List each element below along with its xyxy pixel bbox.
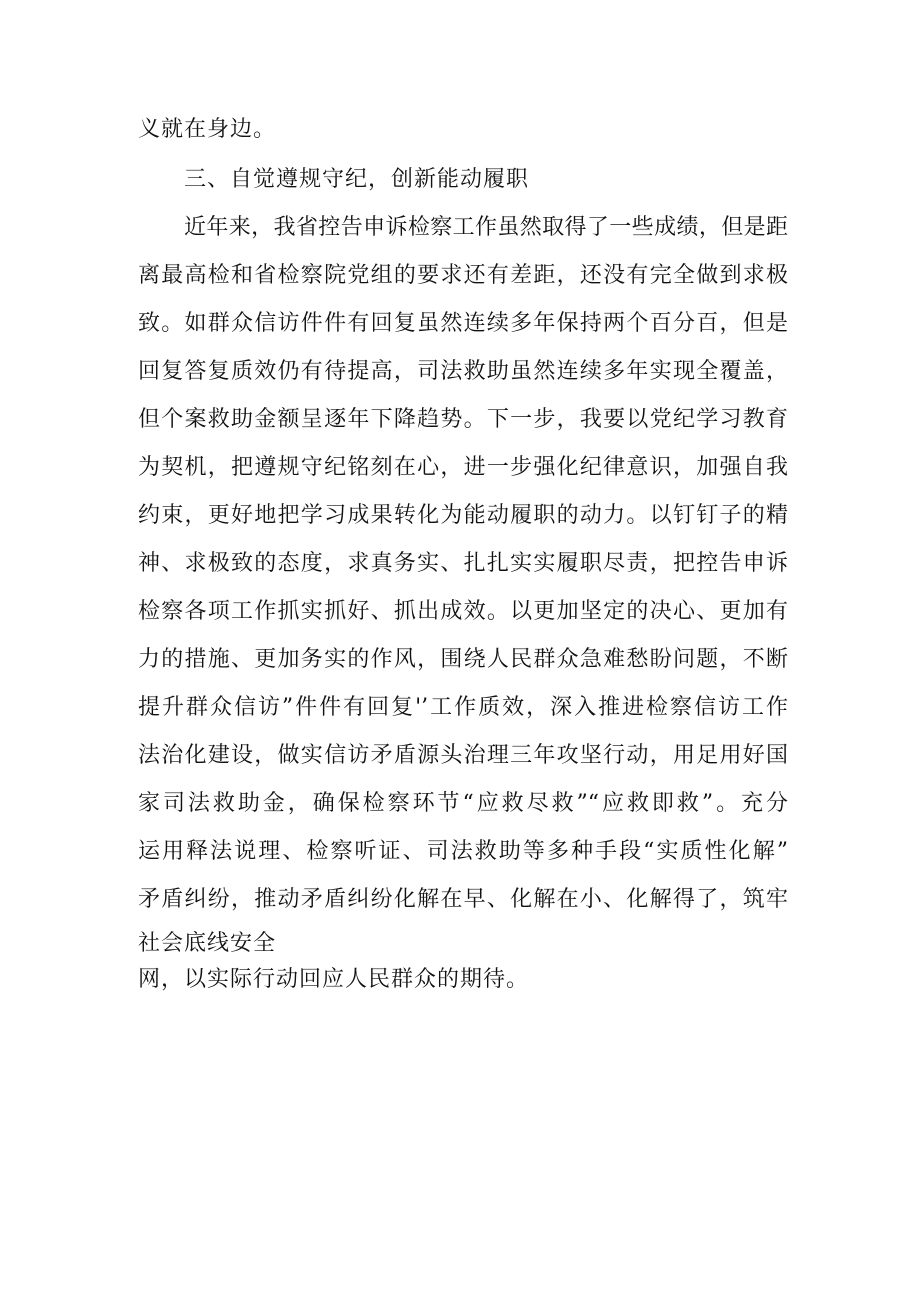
paragraph-line: 运用释法说理、检察听证、司法救助等多种手段“实质性化解” <box>138 839 788 864</box>
paragraph-line: 矛盾纠纷，推动矛盾纠纷化解在早、化解在小、化解得了，筑牢 <box>138 887 788 912</box>
section-heading: 三、自觉遵规守纪，创新能动履职 <box>184 167 530 192</box>
paragraph-line: 社会底线安全 <box>138 931 277 956</box>
paragraph-line: 为契机，把遵规守纪铭刻在心，进一步强化纪律意识，加强自我 <box>138 455 788 480</box>
continuation-line: 义就在身边。 <box>138 117 277 142</box>
paragraph-line: 检察各项工作抓实抓好、抓出成效。以更加坚定的决心、更加有 <box>138 599 788 624</box>
paragraph-line: 神、求极致的态度，求真务实、扎扎实实履职尽责，把控告申诉 <box>138 551 788 576</box>
paragraph-line: 网，以实际行动回应人民群众的期待。 <box>138 967 530 992</box>
paragraph-line: 近年来，我省控告申诉检察工作虽然取得了一些成绩，但是距 <box>184 215 788 240</box>
paragraph-line: 离最高检和省检察院党组的要求还有差距，还没有完全做到求极 <box>138 263 788 288</box>
paragraph-line: 力的措施、更加务实的作风，围绕人民群众急难愁盼问题，不断 <box>138 647 788 672</box>
paragraph-line: 家司法救助金，确保检察环节“应救尽救”“应救即救”。充分 <box>138 791 788 816</box>
paragraph-line: 致。如群众信访件件有回复虽然连续多年保持两个百分百，但是 <box>138 311 788 336</box>
paragraph-line: 回复答复质效仍有待提高，司法救助虽然连续多年实现全覆盖， <box>138 359 788 384</box>
paragraph-line: 约束，更好地把学习成果转化为能动履职的动力。以钉钉子的精 <box>138 503 788 528</box>
paragraph-line: 但个案救助金额呈逐年下降趋势。下一步，我要以党纪学习教育 <box>138 407 788 432</box>
paragraph-line: 法治化建设，做实信访矛盾源头治理三年攻坚行动，用足用好国 <box>138 743 788 768</box>
paragraph-line: 提升群众信访”件件有回复'’工作质效，深入推进检察信访工作 <box>138 695 788 720</box>
